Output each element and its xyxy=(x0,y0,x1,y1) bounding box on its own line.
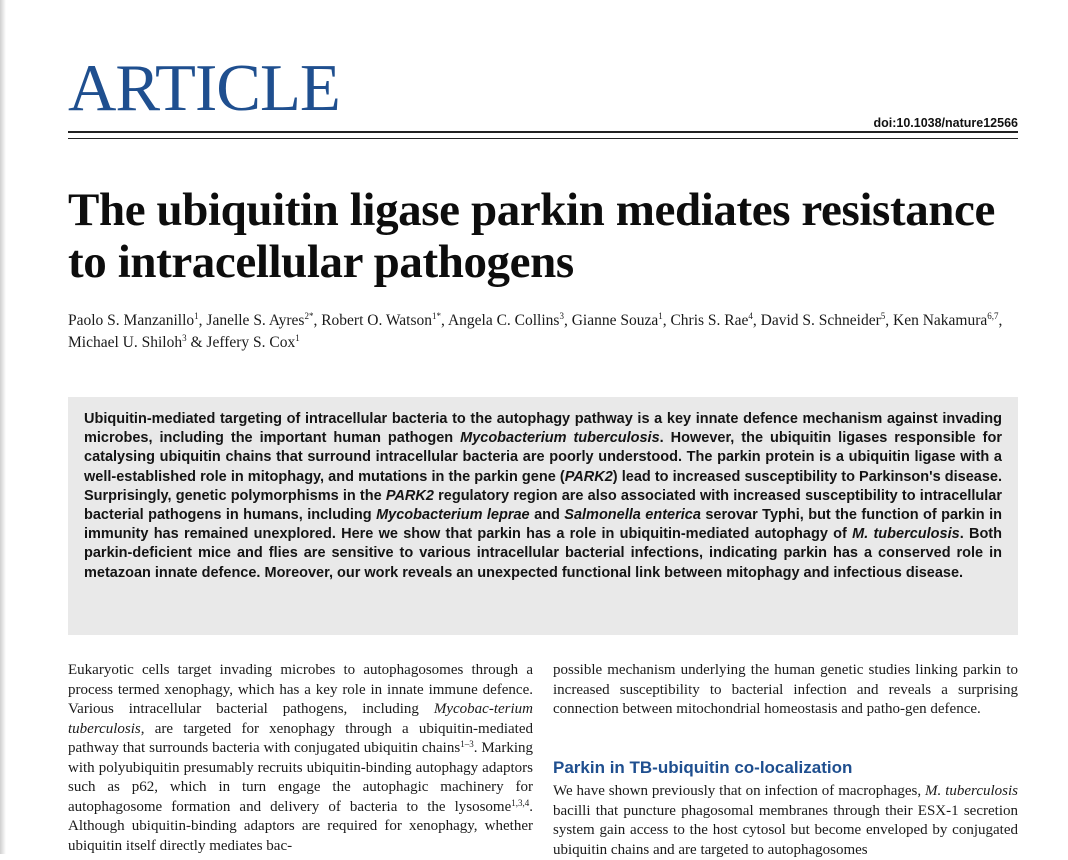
author-name: Angela C. Collins xyxy=(447,312,560,329)
abstract-text xyxy=(84,410,1002,583)
text-run: bacilli that puncture phagosomal membranes through their ESX-1 secretion system gain access to the host cytosol but become enveloped by conjugated ubiquitin chains and are targeted to autophagosomes xyxy=(553,802,1018,858)
text-run: . Marking with polyubiquitin presumably recruits ubiquitin-binding autophagy adaptors such as p62, which in turn engage the autophagic machinery for autophagosome formation and delivery of bacteria to the lysosome xyxy=(68,740,533,815)
text-run: Eukaryotic cells target invading microbes to autophagosomes through a process termed xenophagy, which has a key role in innate immune defence. Various intracellular bacterial pathogens, including xyxy=(68,662,533,717)
header-rule-thick xyxy=(68,131,1018,133)
header-rule-thin xyxy=(68,138,1018,139)
author-affiliation: 1 xyxy=(658,311,663,321)
author-name: Paolo S. Manzanillo xyxy=(68,312,195,329)
section-heading: Parkin in TB-ubiquitin co-localization xyxy=(553,758,853,777)
abstract-italic-run: PARK2 xyxy=(385,487,434,504)
author-name: Ken Nakamura xyxy=(893,312,988,329)
author-affiliation: 1 xyxy=(194,311,199,321)
italic-run: Mycobac-terium tuberculosis xyxy=(68,701,533,737)
italic-run: M. tuberculosis xyxy=(925,783,1018,799)
author-list: Paolo S. Manzanillo$^1$, Janelle S. Ayres$^{2*}$, Robert O. Watson$^{1*}$, Angela C. Collins$^3$, Gianne Souza$^1$, Chris S. Rae$^4$, David S. Schneider$^5$, Ken Nakamura$^{6,7}$, Michael U. Shiloh$^3$ & Jeffery S. Cox$^1$ xyxy=(68,311,1003,351)
author-affiliation: 3 xyxy=(182,333,187,343)
abstract-run: ) lead to increased susceptibility to Parkinson's disease. Surprisingly, genetic polymorphisms in the xyxy=(84,468,1002,504)
abstract-italic-run: M. tuberculosis xyxy=(852,526,960,543)
author-name: David S. Schneider xyxy=(760,312,881,329)
abstract-run: serovar Typhi, but the function of parkin in immunity has remained unexplored. Here we show that parkin has a role in ubiquitin-mediated autophagy of xyxy=(84,507,1002,543)
body-paragraph-right-2 xyxy=(553,782,1018,860)
author-affiliation: 1* xyxy=(432,311,442,321)
author-affiliation: 3 xyxy=(559,311,564,321)
body-column-right-2 xyxy=(553,782,1018,860)
author-name: Michael U. Shiloh xyxy=(68,334,183,351)
author-name: Jeffery S. Cox xyxy=(206,334,296,351)
body-paragraph-left xyxy=(68,661,533,856)
abstract-italic-run: Salmonella enterica xyxy=(564,507,701,524)
citation-ref[interactable]: 1,3,4 xyxy=(511,797,530,808)
abstract-run: and xyxy=(529,507,565,524)
abstract-run: Ubiquitin-mediated targeting of intracellular bacteria to the autophagy pathway is a key innate defence mechanism against invading microbes, including the important human pathogen xyxy=(84,411,1002,447)
author-name: Chris S. Rae xyxy=(670,312,749,329)
author-affiliation: 6,7 xyxy=(987,311,999,321)
abstract-run: . However, the ubiquitin ligases responsible for catalysing ubiquitin chains that surround intracellular bacteria are poorly understood. The parkin protein is a ubiquitin ligase with a well-established role in mitophagy, and mutations in the parkin gene ( xyxy=(84,430,1002,485)
page-edge-shadow xyxy=(0,0,6,854)
author-affiliation: 2* xyxy=(304,311,314,321)
text-run: We have shown previously that on infection of macrophages, xyxy=(553,783,926,799)
author-name: Robert O. Watson xyxy=(321,312,433,329)
article-title: The ubiquitin ligase parkin mediates resistance to intracellular pathogens xyxy=(68,184,995,288)
author-name: Janelle S. Ayres xyxy=(206,312,305,329)
body-paragraph-right-1: possible mechanism underlying the human genetic studies linking parkin to increased susceptibility to bacterial infection and reveals a surprising connection between mitochondrial homeostasis and patho-gen defence. xyxy=(553,662,1018,717)
author-affiliation: 4 xyxy=(748,311,753,321)
abstract-run: regulatory region are also associated with increased susceptibility to intracellular bacterial pathogens in humans, including xyxy=(84,487,1003,524)
author-affiliation: 5 xyxy=(880,311,886,321)
body-column-left xyxy=(68,661,533,856)
abstract-run: . Both parkin-deficient mice and flies are sensitive to various intracellular bacterial infections, indicating parkin has a conserved role in metazoan innate defence. Moreover, our work reveals an unexpected functional link between mitophagy and infectious disease. xyxy=(84,526,1002,581)
text-run: . Although ubiquitin-binding adaptors are required for xenophagy, whether ubiquitin itself directly mediates bac- xyxy=(68,798,533,854)
citation-ref[interactable]: 1–3 xyxy=(460,739,474,749)
text-run: , are targeted for xenophagy through a ubiquitin-mediated pathway that surrounds bacteria with conjugated ubiquitin chains xyxy=(68,720,533,756)
abstract-italic-run: Mycobacterium leprae xyxy=(376,507,530,524)
body-column-right xyxy=(553,661,1018,720)
abstract-italic-run: Mycobacterium tuberculosis xyxy=(460,430,660,447)
abstract-box xyxy=(68,397,1018,635)
doi-text[interactable]: doi:10.1038/nature12566 xyxy=(873,116,1018,130)
article-type-label: ARTICLE xyxy=(68,51,340,125)
author-affiliation: 1 xyxy=(295,333,300,343)
author-name: Gianne Souza xyxy=(571,312,659,329)
abstract-italic-run: PARK2 xyxy=(564,468,613,485)
